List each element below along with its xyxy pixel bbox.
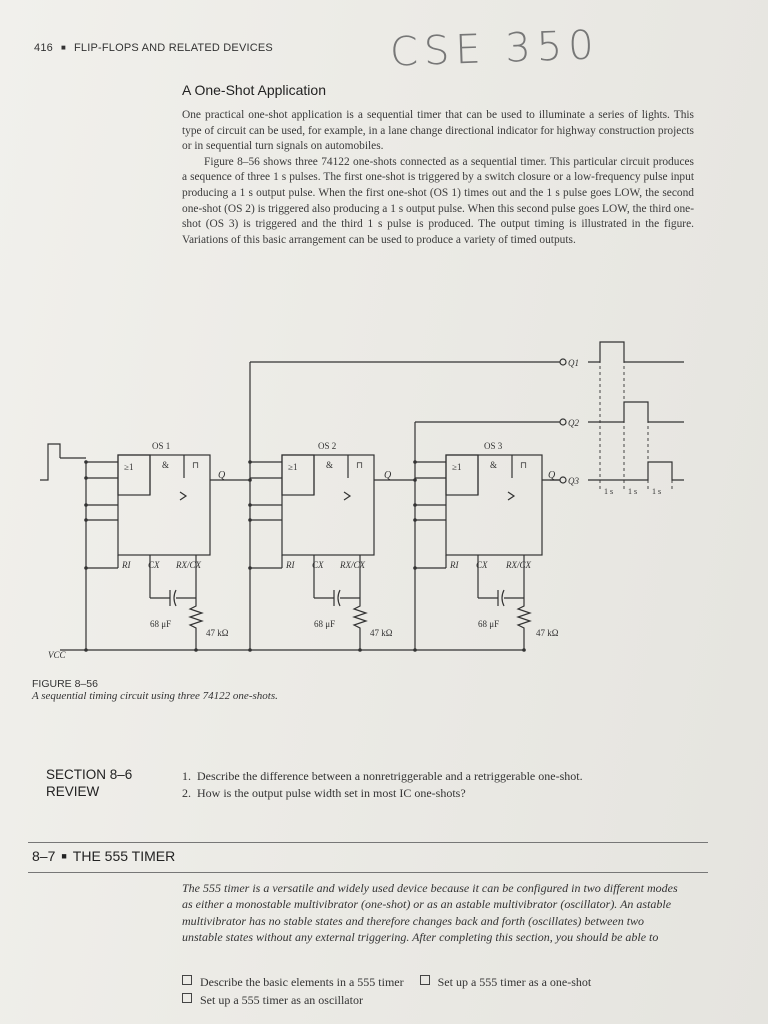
objectives-list	[182, 973, 607, 1009]
paragraph: One practical one-shot application is a sequential timer that can be used to illuminate a series of lights. This type of circuit can be used, for example, in a lane change directional indicator for highway construction projects or in sequential turn signals on automobiles.	[182, 109, 694, 153]
vcc-label: VCC	[48, 650, 66, 660]
list-item	[182, 991, 607, 1009]
review-heading-line: REVIEW	[46, 784, 100, 799]
objective-text: Describe the basic elements in a 555 timer	[200, 975, 404, 989]
resistor-label: 47 kΩ	[370, 628, 393, 638]
pin-label: RX/CX	[176, 560, 201, 570]
output-label: Q2	[568, 418, 579, 428]
input-pulse-symbol	[40, 444, 60, 480]
pulse-symbol: ⊓	[192, 460, 200, 470]
output-label: Q3	[568, 476, 579, 486]
output-label: Q1	[568, 358, 579, 368]
circuit-diagram	[0, 330, 768, 670]
capacitor-label: 68 μF	[150, 619, 172, 629]
review-heading-line: SECTION 8–6	[46, 767, 133, 782]
checkbox-icon	[420, 975, 430, 985]
header-bullet: ■	[60, 43, 66, 52]
review-questions	[182, 768, 583, 802]
timing-label: 1 s	[628, 487, 638, 496]
and-gate-label: &	[490, 460, 498, 470]
pulse-symbol: ⊓	[356, 460, 364, 470]
divider	[28, 842, 708, 843]
paragraph: Figure 8–56 shows three 74122 one-shots connected as a sequential timer. This particular circuit produces a sequence of three 1 s pulses. The first one-shot is triggered by a switch closure or a low-frequency pulse input producing a 1 s output pulse. When the first one-shot (OS 1) times out and the 1 s pulse goes LOW, the second one-shot (OS 2) is triggered also producing a 1 s output pulse. When this second pulse goes LOW, the third one-shot (OS 3) is triggered and the third 1 s pulse is produced. The output timing is illustrated in the figure. Variations of this basic arrangement can be used to produce a variety of timed outputs.	[182, 155, 694, 246]
resistor-label: 47 kΩ	[206, 628, 229, 638]
pin-label: CX	[312, 560, 324, 570]
pin-label: RI	[286, 560, 295, 570]
objective-text: Set up a 555 timer as a one-shot	[437, 975, 592, 989]
question-number: 1.	[182, 769, 191, 783]
handwritten-note: CSE 350	[389, 22, 601, 76]
list-item	[182, 973, 607, 991]
block-label: OS 1	[152, 441, 171, 451]
pin-label: RX/CX	[506, 560, 531, 570]
timing-label: 1 s	[604, 487, 614, 496]
pin-label: RX/CX	[340, 560, 365, 570]
figure-description: A sequential timing circuit using three 74122 one-shots.	[32, 690, 278, 702]
or-gate-label: ≥1	[452, 462, 462, 472]
question-text: How is the output pulse width set in most IC one-shots?	[197, 786, 466, 800]
and-gate-label: &	[162, 460, 170, 470]
running-title: FLIP-FLOPS AND RELATED DEVICES	[74, 42, 273, 54]
page-number: 416	[34, 42, 53, 54]
heading-bullet: ■	[61, 851, 67, 861]
running-header	[34, 42, 273, 54]
list-item	[182, 768, 583, 785]
pulse-symbol: ⊓	[520, 460, 528, 470]
q-output-label: Q	[218, 470, 226, 481]
checkbox-icon	[182, 975, 192, 985]
block-label: OS 2	[318, 441, 337, 451]
section-number: 8–7	[32, 848, 56, 864]
or-gate-label: ≥1	[288, 462, 298, 472]
q-output-label: Q	[384, 470, 392, 481]
review-heading	[46, 766, 132, 800]
resistor-label: 47 kΩ	[536, 628, 559, 638]
section-heading-title: THE 555 TIMER	[72, 848, 176, 864]
figure-caption	[32, 678, 278, 702]
section-intro: The 555 timer is a versatile and widely used device because it can be configured in two different modes as either a monostable multivibrator (one-shot) or as an astable multivibrator (oscillator). An astable multivibrator has no stable states and therefore changes back and forth (oscillates) between two unstable states without any external triggering. After completing this section, you should be able to	[182, 881, 678, 945]
block-label: OS 3	[484, 441, 503, 451]
figure-number: FIGURE 8–56	[32, 678, 98, 690]
capacitor-label: 68 μF	[478, 619, 500, 629]
question-number: 2.	[182, 786, 191, 800]
objective-text: Set up a 555 timer as an oscillator	[200, 993, 363, 1007]
pin-label: CX	[476, 560, 488, 570]
and-gate-label: &	[326, 460, 334, 470]
timing-label: 1 s	[652, 487, 662, 496]
pin-label: RI	[450, 560, 459, 570]
pin-label: RI	[122, 560, 131, 570]
or-gate-label: ≥1	[124, 462, 134, 472]
checkbox-icon	[182, 993, 192, 1003]
section-body	[182, 108, 694, 248]
divider	[28, 872, 708, 873]
pin-label: CX	[148, 560, 160, 570]
section-heading	[32, 848, 175, 864]
capacitor-label: 68 μF	[314, 619, 336, 629]
list-item	[182, 785, 583, 802]
q-output-label: Q	[548, 470, 556, 481]
section-title: A One-Shot Application	[182, 82, 326, 98]
question-text: Describe the difference between a nonretriggerable and a retriggerable one-shot.	[197, 769, 583, 783]
